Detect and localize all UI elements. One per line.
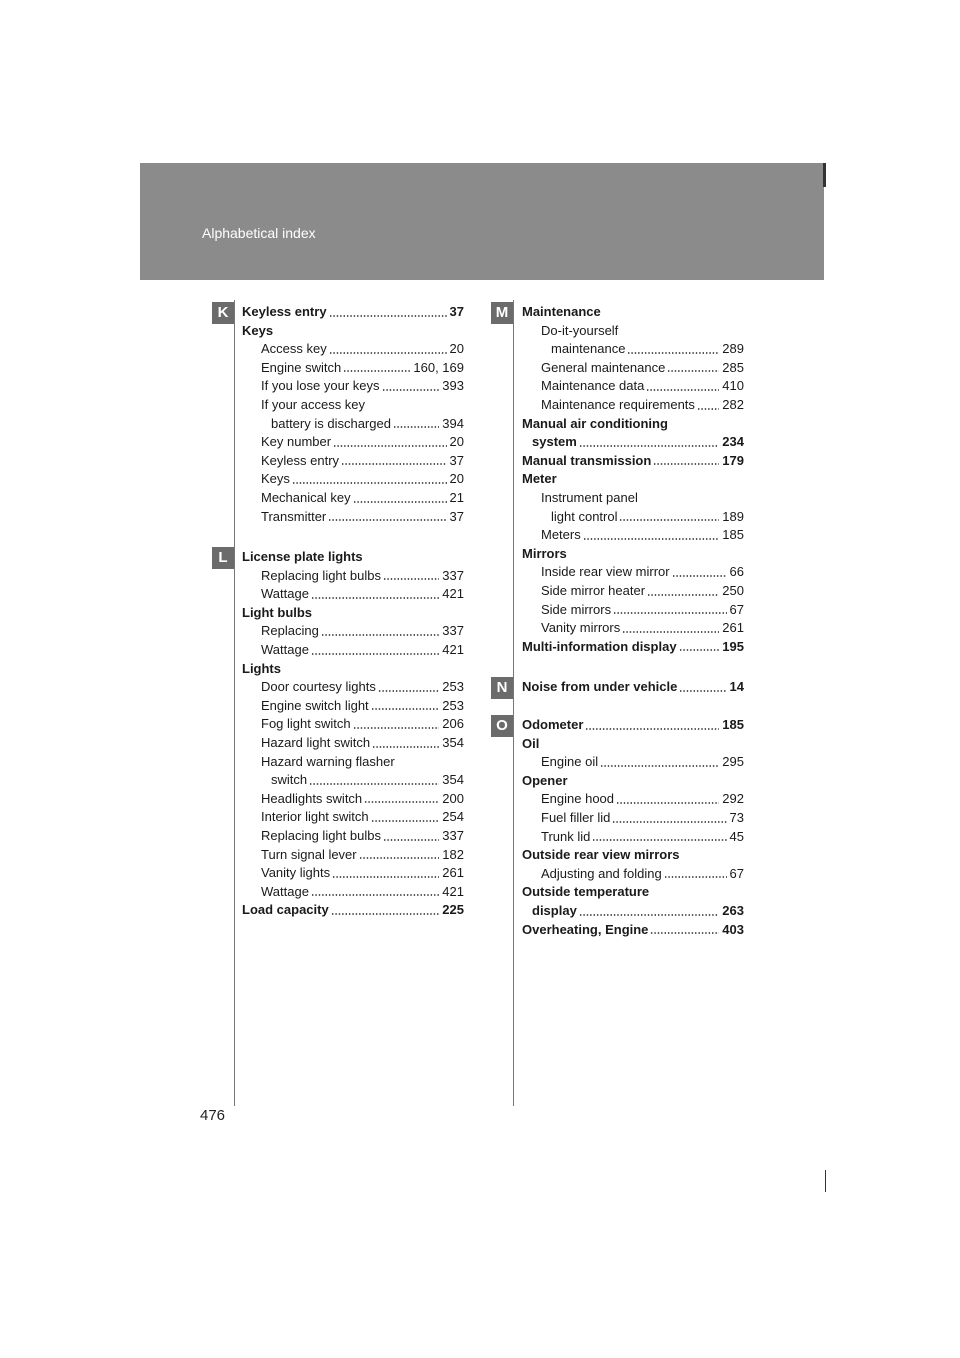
index-entry-label: Engine switch light	[261, 697, 369, 713]
index-entry-page: 225	[441, 901, 464, 920]
index-group-l	[242, 548, 464, 920]
index-group-k	[242, 303, 464, 526]
index-entry	[522, 452, 744, 471]
index-entry	[242, 433, 464, 452]
leader-dots	[697, 407, 719, 411]
index-entry-page: 20	[449, 340, 464, 359]
index-entry-page: 254	[441, 808, 464, 827]
index-entry-label: Maintenance	[522, 304, 601, 319]
index-entry	[522, 582, 744, 601]
leader-dots	[332, 875, 439, 879]
index-entry	[522, 377, 744, 396]
index-entry-label: If you lose your keys	[261, 378, 380, 394]
index-entry-page: 394	[441, 415, 464, 434]
index-entry	[522, 790, 744, 809]
page-number: 476	[200, 1107, 226, 1124]
leader-dots	[378, 689, 439, 693]
index-entry	[242, 753, 464, 772]
index-entry	[522, 340, 744, 359]
index-entry-label: Instrument panel	[541, 489, 638, 505]
index-entry-page: 182	[441, 846, 464, 865]
index-entry-label: Manual air conditioning	[522, 415, 668, 431]
index-entry	[522, 545, 744, 564]
index-entry-label: Keyless entry	[242, 304, 327, 319]
leader-dots	[393, 425, 439, 429]
index-entry	[242, 883, 464, 902]
leader-dots	[583, 537, 719, 541]
index-group-o	[522, 716, 744, 939]
index-entry-page: 253	[441, 697, 464, 716]
index-entry	[242, 715, 464, 734]
index-entry-page: 185	[721, 716, 744, 735]
index-entry-label: Mechanical key	[261, 489, 351, 505]
index-entry-label: Side mirror heater	[541, 582, 646, 598]
index-entry	[242, 396, 464, 415]
index-entry-label: Replacing light bulbs	[261, 827, 381, 843]
index-entry	[522, 809, 744, 828]
index-entry-page: 410	[721, 377, 744, 396]
index-entry-label: Lights	[242, 660, 281, 676]
index-entry-label: system	[532, 434, 577, 450]
leader-dots	[653, 462, 719, 466]
index-entry-page: 285	[721, 359, 744, 378]
leader-dots	[329, 314, 447, 318]
corner-mark-bottom	[825, 1170, 826, 1192]
index-entry-label: Keyless entry	[261, 452, 340, 468]
index-entry-page: 20	[449, 470, 464, 489]
index-entry-label: Multi-information display	[522, 638, 677, 654]
index-entry	[242, 604, 464, 623]
index-entry-page: 261	[441, 864, 464, 883]
index-entry-page: 393	[441, 377, 464, 396]
index-entry-label: Load capacity	[242, 902, 329, 918]
leader-dots	[579, 913, 719, 917]
leader-dots	[612, 820, 727, 824]
index-entry-page: 73	[729, 809, 744, 828]
index-entry-page: 295	[721, 753, 744, 772]
column-divider	[513, 300, 514, 1106]
index-entry-page: 253	[441, 678, 464, 697]
leader-dots	[619, 518, 719, 522]
leader-dots	[667, 369, 719, 373]
index-entry-label: Outside rear view mirrors	[522, 847, 680, 863]
leader-dots	[353, 726, 439, 730]
index-entry-label: Side mirrors	[541, 601, 612, 617]
column-divider	[234, 300, 235, 1106]
index-entry-label: Door courtesy lights	[261, 679, 376, 695]
leader-dots	[383, 577, 439, 581]
index-entry	[242, 808, 464, 827]
leader-dots	[679, 689, 727, 693]
leader-dots	[331, 912, 439, 916]
index-entry-label: battery is discharged	[271, 415, 391, 431]
index-entry	[522, 753, 744, 772]
index-entry-page: 195	[721, 638, 744, 657]
index-entry-label: Hazard warning flasher	[261, 753, 395, 769]
index-entry	[242, 827, 464, 846]
index-entry-page: 421	[441, 641, 464, 660]
index-entry-page: 337	[441, 827, 464, 846]
index-entry-label: Fog light switch	[261, 716, 351, 732]
index-entry	[242, 322, 464, 341]
leader-dots	[650, 931, 719, 935]
index-entry-page: 206	[441, 715, 464, 734]
index-entry	[242, 678, 464, 697]
index-entry	[242, 734, 464, 753]
index-entry	[522, 883, 744, 902]
leader-dots	[371, 707, 439, 711]
index-entry	[522, 322, 744, 341]
leader-dots	[672, 574, 727, 578]
leader-dots	[341, 462, 447, 466]
index-entry	[242, 567, 464, 586]
index-entry-page: 37	[449, 508, 464, 527]
index-entry	[522, 902, 744, 921]
index-entry-page: 354	[441, 734, 464, 753]
index-entry-label: Oil	[522, 735, 540, 751]
leader-dots	[309, 782, 439, 786]
index-entry-label: License plate lights	[242, 549, 363, 564]
index-entry-label: Outside temperature	[522, 884, 650, 900]
index-entry	[242, 697, 464, 716]
index-entry-page: 421	[441, 585, 464, 604]
leader-dots	[647, 593, 719, 597]
index-entry-page: 21	[449, 489, 464, 508]
leader-dots	[622, 630, 719, 634]
index-entry	[522, 716, 744, 735]
index-entry	[242, 660, 464, 679]
index-entry-page: 20	[449, 433, 464, 452]
leader-dots	[333, 444, 447, 448]
index-entry-label: Replacing light bulbs	[261, 567, 381, 583]
index-entry	[522, 470, 744, 489]
index-entry	[522, 433, 744, 452]
index-entry-page: 234	[721, 433, 744, 452]
index-entry-label: Trunk lid	[541, 828, 591, 844]
index-entry-label: Engine switch	[261, 359, 342, 375]
index-entry-label: Meter	[522, 471, 557, 487]
index-entry-label: Maintenance requirements	[541, 396, 695, 412]
index-entry	[242, 901, 464, 920]
index-entry-label: Opener	[522, 772, 568, 788]
index-entry-label: Mirrors	[522, 545, 567, 561]
index-entry-label: Noise from under vehicle	[522, 679, 678, 694]
index-entry-page: 403	[721, 921, 744, 940]
leader-dots	[364, 800, 439, 804]
index-entry-page: 292	[721, 790, 744, 809]
index-entry-label: Replacing	[261, 623, 319, 639]
index-entry-label: Wattage	[261, 641, 309, 657]
leader-dots	[343, 369, 410, 373]
leader-dots	[383, 838, 439, 842]
index-entry	[242, 415, 464, 434]
index-entry	[242, 790, 464, 809]
index-entry	[522, 415, 744, 434]
leader-dots	[679, 648, 719, 652]
index-entry	[522, 303, 744, 322]
index-entry	[242, 585, 464, 604]
index-entry	[522, 526, 744, 545]
index-entry	[522, 638, 744, 657]
index-entry	[522, 563, 744, 582]
index-entry	[242, 548, 464, 567]
letter-tab-k: K	[212, 302, 234, 324]
leader-dots	[600, 764, 719, 768]
index-entry-label: Maintenance data	[541, 378, 645, 394]
index-entry-page: 45	[729, 828, 744, 847]
index-entry-page: 185	[721, 526, 744, 545]
index-entry-label: If your access key	[261, 396, 366, 412]
index-entry-page: 289	[721, 340, 744, 359]
index-entry-label: Engine hood	[541, 791, 615, 807]
index-entry-page: 261	[721, 619, 744, 638]
leader-dots	[329, 351, 447, 355]
leader-dots	[579, 444, 719, 448]
index-entry-page: 337	[441, 622, 464, 641]
index-entry	[242, 489, 464, 508]
leader-dots	[382, 388, 439, 392]
index-entry-label: display	[532, 902, 577, 918]
index-entry	[522, 846, 744, 865]
leader-dots	[371, 819, 439, 823]
page-header	[140, 163, 824, 280]
index-entry-label: Access key	[261, 341, 327, 357]
index-entry	[242, 359, 464, 378]
index-entry	[242, 377, 464, 396]
index-entry-label: Odometer	[522, 717, 584, 732]
index-entry-page: 200	[441, 790, 464, 809]
leader-dots	[613, 611, 727, 615]
index-entry-label: Keys	[242, 322, 274, 338]
index-entry-label: Hazard light switch	[261, 734, 371, 750]
index-entry	[242, 340, 464, 359]
index-entry	[242, 470, 464, 489]
index-entry-label: Turn signal lever	[261, 846, 357, 862]
index-entry	[242, 771, 464, 790]
index-entry-label: Interior light switch	[261, 809, 369, 825]
leader-dots	[372, 745, 439, 749]
index-entry	[242, 641, 464, 660]
index-entry	[522, 735, 744, 754]
index-entry-label: Manual transmission	[522, 452, 652, 468]
index-entry-page: 37	[449, 303, 464, 322]
index-entry-label: Keys	[261, 471, 290, 487]
corner-mark	[823, 163, 826, 187]
index-entry-page: 189	[721, 508, 744, 527]
index-entry	[522, 772, 744, 791]
leader-dots	[627, 351, 719, 355]
index-entry-page: 67	[729, 865, 744, 884]
index-entry-label: Adjusting and folding	[541, 865, 662, 881]
index-entry-page: 14	[729, 678, 744, 697]
index-entry-page: 337	[441, 567, 464, 586]
index-entry-page: 37	[449, 452, 464, 471]
index-entry	[522, 508, 744, 527]
leader-dots	[328, 518, 447, 522]
index-entry-page: 250	[721, 582, 744, 601]
index-group-n	[522, 678, 744, 697]
index-entry	[522, 828, 744, 847]
index-entry-label: switch	[271, 772, 308, 788]
index-entry-label: Overheating, Engine	[522, 921, 649, 937]
index-entry-page: 179	[721, 452, 744, 471]
index-entry	[522, 396, 744, 415]
index-entry-page: 66	[729, 563, 744, 582]
index-entry	[522, 359, 744, 378]
index-entry-page: 67	[729, 601, 744, 620]
index-entry	[242, 452, 464, 471]
index-entry-label: Fuel filler lid	[541, 809, 611, 825]
index-entry-label: maintenance	[551, 341, 626, 357]
index-entry	[242, 303, 464, 322]
index-entry-label: Transmitter	[261, 508, 327, 524]
index-entry-label: General maintenance	[541, 359, 666, 375]
index-entry	[522, 678, 744, 697]
index-entry-label: Key number	[261, 434, 332, 450]
index-entry	[522, 619, 744, 638]
index-entry-label: Wattage	[261, 586, 309, 602]
letter-tab-o: O	[491, 715, 513, 737]
index-entry	[242, 622, 464, 641]
index-entry-label: Vanity mirrors	[541, 620, 621, 636]
index-entry	[242, 508, 464, 527]
leader-dots	[585, 727, 719, 731]
leader-dots	[321, 633, 439, 637]
index-entry	[522, 865, 744, 884]
leader-dots	[311, 596, 439, 600]
index-entry-label: Wattage	[261, 883, 309, 899]
index-entry	[522, 489, 744, 508]
index-entry-label: Vanity lights	[261, 865, 331, 881]
index-group-m	[522, 303, 744, 656]
leader-dots	[664, 875, 727, 879]
leader-dots	[353, 500, 447, 504]
index-entry	[522, 921, 744, 940]
index-entry-label: Engine oil	[541, 754, 599, 770]
index-entry-label: light control	[551, 508, 618, 524]
leader-dots	[311, 893, 439, 897]
index-entry-page: 263	[721, 902, 744, 921]
leader-dots	[592, 838, 727, 842]
index-entry-label: Meters	[541, 527, 581, 543]
leader-dots	[359, 856, 439, 860]
index-entry-page: 421	[441, 883, 464, 902]
index-entry-label: Light bulbs	[242, 604, 313, 620]
index-entry-label: Headlights switch	[261, 790, 363, 806]
header-title: Alphabetical index	[202, 225, 316, 241]
leader-dots	[616, 801, 719, 805]
index-entry-label: Do-it-yourself	[541, 322, 619, 338]
index-entry	[242, 846, 464, 865]
index-entry	[522, 601, 744, 620]
index-entry	[242, 864, 464, 883]
index-entry-label: Inside rear view mirror	[541, 564, 670, 580]
leader-dots	[311, 652, 439, 656]
letter-tab-l: L	[212, 547, 234, 569]
index-entry-page: 354	[441, 771, 464, 790]
leader-dots	[292, 481, 447, 485]
letter-tab-n: N	[491, 677, 513, 699]
leader-dots	[646, 388, 719, 392]
index-entry-page: 282	[721, 396, 744, 415]
letter-tab-m: M	[491, 302, 513, 324]
index-entry-page: 160, 169	[412, 359, 464, 378]
